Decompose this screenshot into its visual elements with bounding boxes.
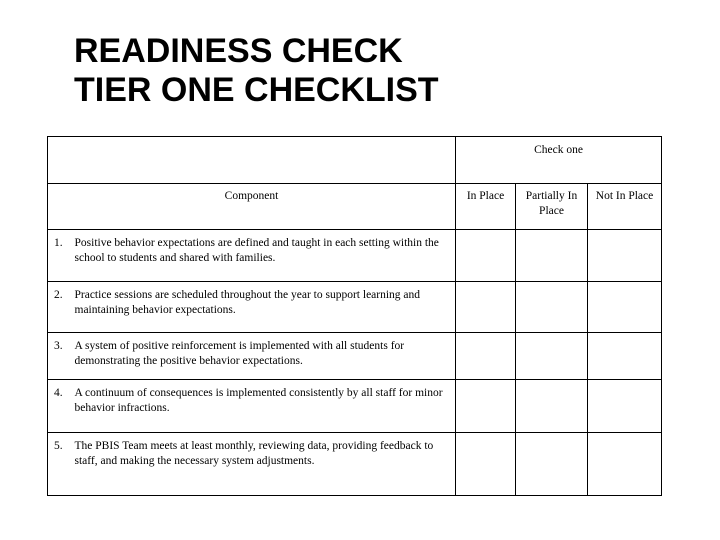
not-in-place-checkbox-cell[interactable] bbox=[588, 282, 662, 333]
component-text: Practice sessions are scheduled throughout the year to support learning and maintaining behavior expectations. bbox=[75, 282, 456, 333]
not-in-place-checkbox-cell[interactable] bbox=[588, 230, 662, 282]
table-row bbox=[48, 282, 662, 333]
table-row bbox=[48, 380, 662, 433]
in-place-checkbox-cell[interactable] bbox=[456, 230, 516, 282]
partially-in-place-checkbox-cell[interactable] bbox=[516, 230, 588, 282]
row-number: 3. bbox=[48, 333, 75, 380]
not-in-place-checkbox-cell[interactable] bbox=[588, 433, 662, 496]
component-text: A continuum of consequences is implemented consistently by all staff for minor behavior infractions. bbox=[75, 380, 456, 433]
tier-one-checklist-table bbox=[47, 136, 662, 496]
row-number: 5. bbox=[48, 433, 75, 496]
row-number: 2. bbox=[48, 282, 75, 333]
partially-in-place-checkbox-cell[interactable] bbox=[516, 433, 588, 496]
check-one-header: Check one bbox=[456, 137, 662, 184]
partially-in-place-checkbox-cell[interactable] bbox=[516, 333, 588, 380]
not-in-place-checkbox-cell[interactable] bbox=[588, 333, 662, 380]
table-row bbox=[48, 333, 662, 380]
in-place-header: In Place bbox=[456, 184, 516, 230]
table-row bbox=[48, 230, 662, 282]
in-place-checkbox-cell[interactable] bbox=[456, 282, 516, 333]
in-place-checkbox-cell[interactable] bbox=[456, 333, 516, 380]
partially-in-place-header: Partially In Place bbox=[516, 184, 588, 230]
in-place-checkbox-cell[interactable] bbox=[456, 380, 516, 433]
not-in-place-checkbox-cell[interactable] bbox=[588, 380, 662, 433]
row-number: 1. bbox=[48, 230, 75, 282]
row-number: 4. bbox=[48, 380, 75, 433]
title-line-1: READINESS CHECK bbox=[74, 32, 403, 70]
in-place-checkbox-cell[interactable] bbox=[456, 433, 516, 496]
table-header-row-1 bbox=[48, 137, 662, 184]
not-in-place-header: Not In Place bbox=[588, 184, 662, 230]
partially-in-place-checkbox-cell[interactable] bbox=[516, 282, 588, 333]
header-blank-cell bbox=[48, 137, 456, 184]
component-text: The PBIS Team meets at least monthly, reviewing data, providing feedback to staff, and making the necessary system adjustments. bbox=[75, 433, 456, 496]
component-text: A system of positive reinforcement is implemented with all students for demonstrating the positive behavior expectations. bbox=[75, 333, 456, 380]
table-row bbox=[48, 433, 662, 496]
component-text: Positive behavior expectations are defined and taught in each setting within the school to students and shared with families. bbox=[75, 230, 456, 282]
page-title bbox=[74, 32, 439, 110]
partially-in-place-checkbox-cell[interactable] bbox=[516, 380, 588, 433]
table-header-row-2 bbox=[48, 184, 662, 230]
component-header: Component bbox=[48, 184, 456, 230]
title-line-2: TIER ONE CHECKLIST bbox=[74, 71, 439, 109]
